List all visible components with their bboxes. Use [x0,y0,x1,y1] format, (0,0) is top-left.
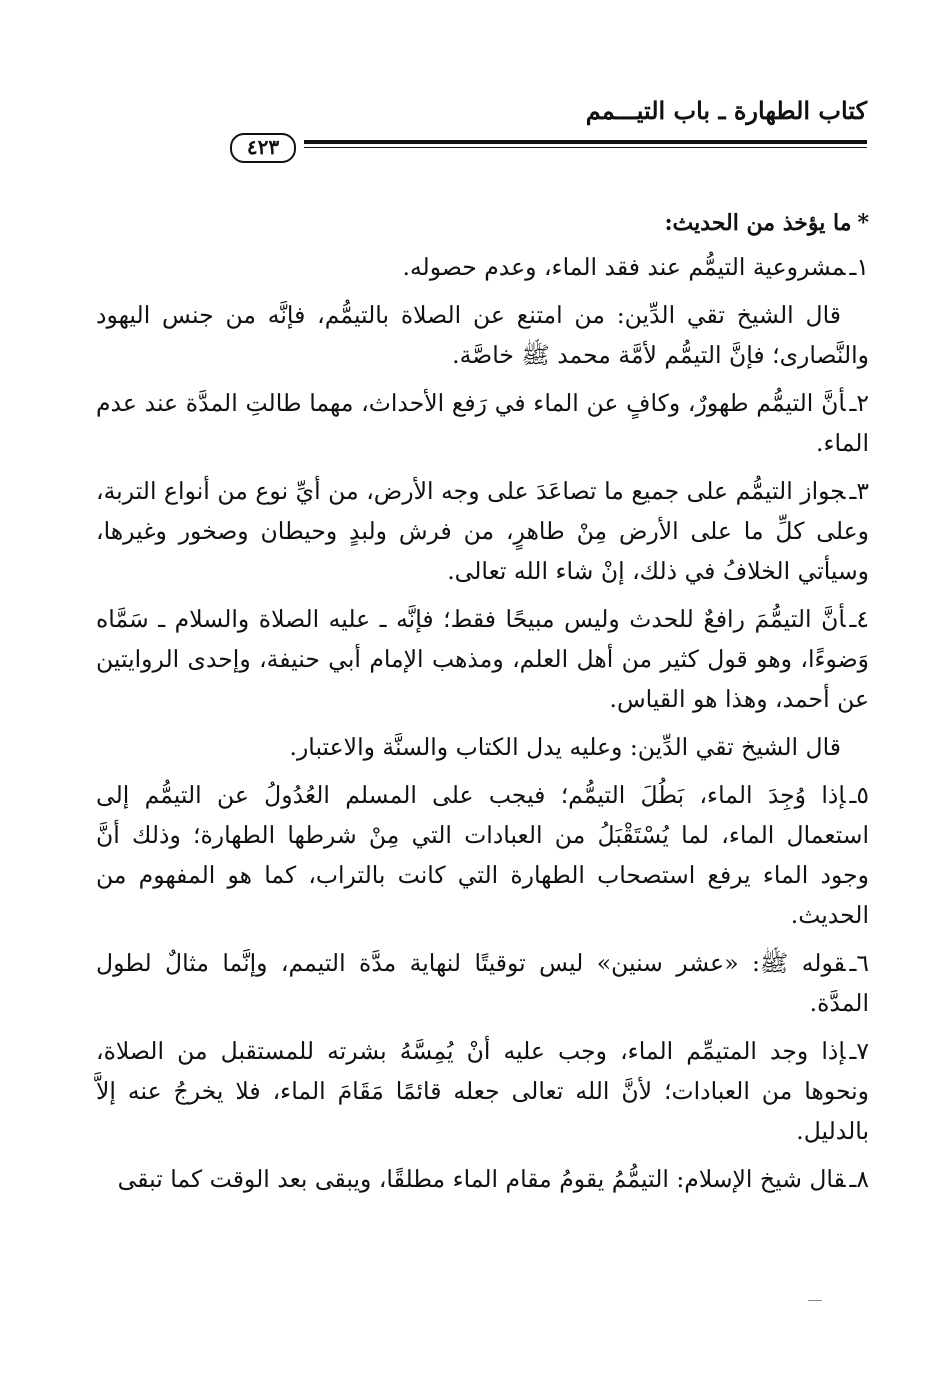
section-heading-text: ما يؤخذ من الحديث: [664,210,852,236]
item-text: قوله ﷺ: «عشر سنين» ليس توقيتًا لنهاية مدَّة التيمم، وإنَّما مثالٌ لطول المدَّة. [96,949,869,1017]
list-item-4 [96,599,869,719]
list-item-7 [96,1031,869,1151]
header-rule-thin-right [304,147,867,148]
item-number: ٢ـ [849,389,869,417]
item-text: أنَّ التيمُّمَ رافعٌ للحدث وليس مبيحًا فقط؛ فإنَّه ـ عليه الصلاة والسلام ـ سَمَّاه وَضوءًا، وهو قول كثير من أهل العلم، ومذهب الإمام أبي حنيفة، وإحدى الروايتين عن أحمد، وهذا هو القياس. [96,605,869,713]
list-item-6 [96,943,869,1023]
item-text: قال شيخ الإسلام: التيمُّمُ يقومُ مقام الماء مطلقًا، ويبقى بعد الوقت كما تبقى [117,1165,846,1193]
quotation-paragraph: قال الشيخ تقي الدِّين: من امتنع عن الصلاة بالتيمُّم، فإنَّه من جنس اليهود والنَّصارى؛ فإنَّ التيمُّم لأمَّة محمد ﷺ خاصَّة. [96,301,869,369]
item-number: ٥ـ [849,781,869,809]
page-number: ٤٢٣ [230,133,296,163]
item-text: أنَّ التيمُّم طهورٌ، وكافٍ عن الماء في رَفع الأحداث، مهما طالتِ المدَّة عند عدم الماء. [96,389,869,457]
list-item-5 [96,775,869,935]
list-item-1 [96,247,869,287]
item-number: ٨ـ [849,1165,869,1193]
quotation-paragraph: قال الشيخ تقي الدِّين: وعليه يدل الكتاب والسنَّة والاعتبار. [289,733,841,761]
item-text: جواز التيمُّم على جميع ما تصاعَدَ على وجه الأرض، من أيِّ نوع من أنواع التربة، وعلى كلِّ ما على الأرض مِنْ طاهرٍ، من فرش ولبدٍ وحيطان وصخور وغيرها، وسيأتي الخلافُ في ذلك، إنْ شاء الله تعالى. [96,477,869,585]
page-margin-mark [808,1300,822,1301]
bullet-star-icon: * [857,210,869,236]
header-rule-thick-right [304,140,867,144]
item-text: إذا وجد المتيمِّم الماء، وجب عليه أنْ يُمِسَّهُ بشرته للمستقبل من الصلاة، ونحوها من العبادات؛ لأنَّ الله تعالى جعله قائمًا مَقَامَ الماء، فلا يخرجُ عنه إلاَّ بالدليل. [96,1037,869,1145]
item-text: مشروعية التيمُّم عند فقد الماء، وعدم حصوله. [402,253,846,281]
list-item-3 [96,471,869,591]
running-title: كتاب الطهارة ـ باب التيـــمم [585,96,867,125]
list-item-8 [96,1159,869,1199]
item-number: ٦ـ [849,949,869,977]
item-number: ٤ـ [849,605,869,633]
item-number: ٧ـ [849,1037,869,1065]
page-body [96,205,869,1207]
item-text: إذا وُجِدَ الماء، بَطُلَ التيمُّم؛ فيجب على المسلم العُدُولُ عن التيمُّم إلى استعمال الماء، لما يُسْتَقْبَلُ من العبادات التي مِنْ شرطها الطهارة؛ وذلك أنَّ وجود الماء يرفع استصحاب الطهارة التي كانت بالتراب، كما هو المفهوم من الحديث. [96,781,869,929]
item-number: ١ـ [849,253,869,281]
section-heading [96,205,869,241]
item-number: ٣ـ [849,477,869,505]
header-rule [90,135,867,159]
list-item-2 [96,383,869,463]
running-header [90,96,867,159]
